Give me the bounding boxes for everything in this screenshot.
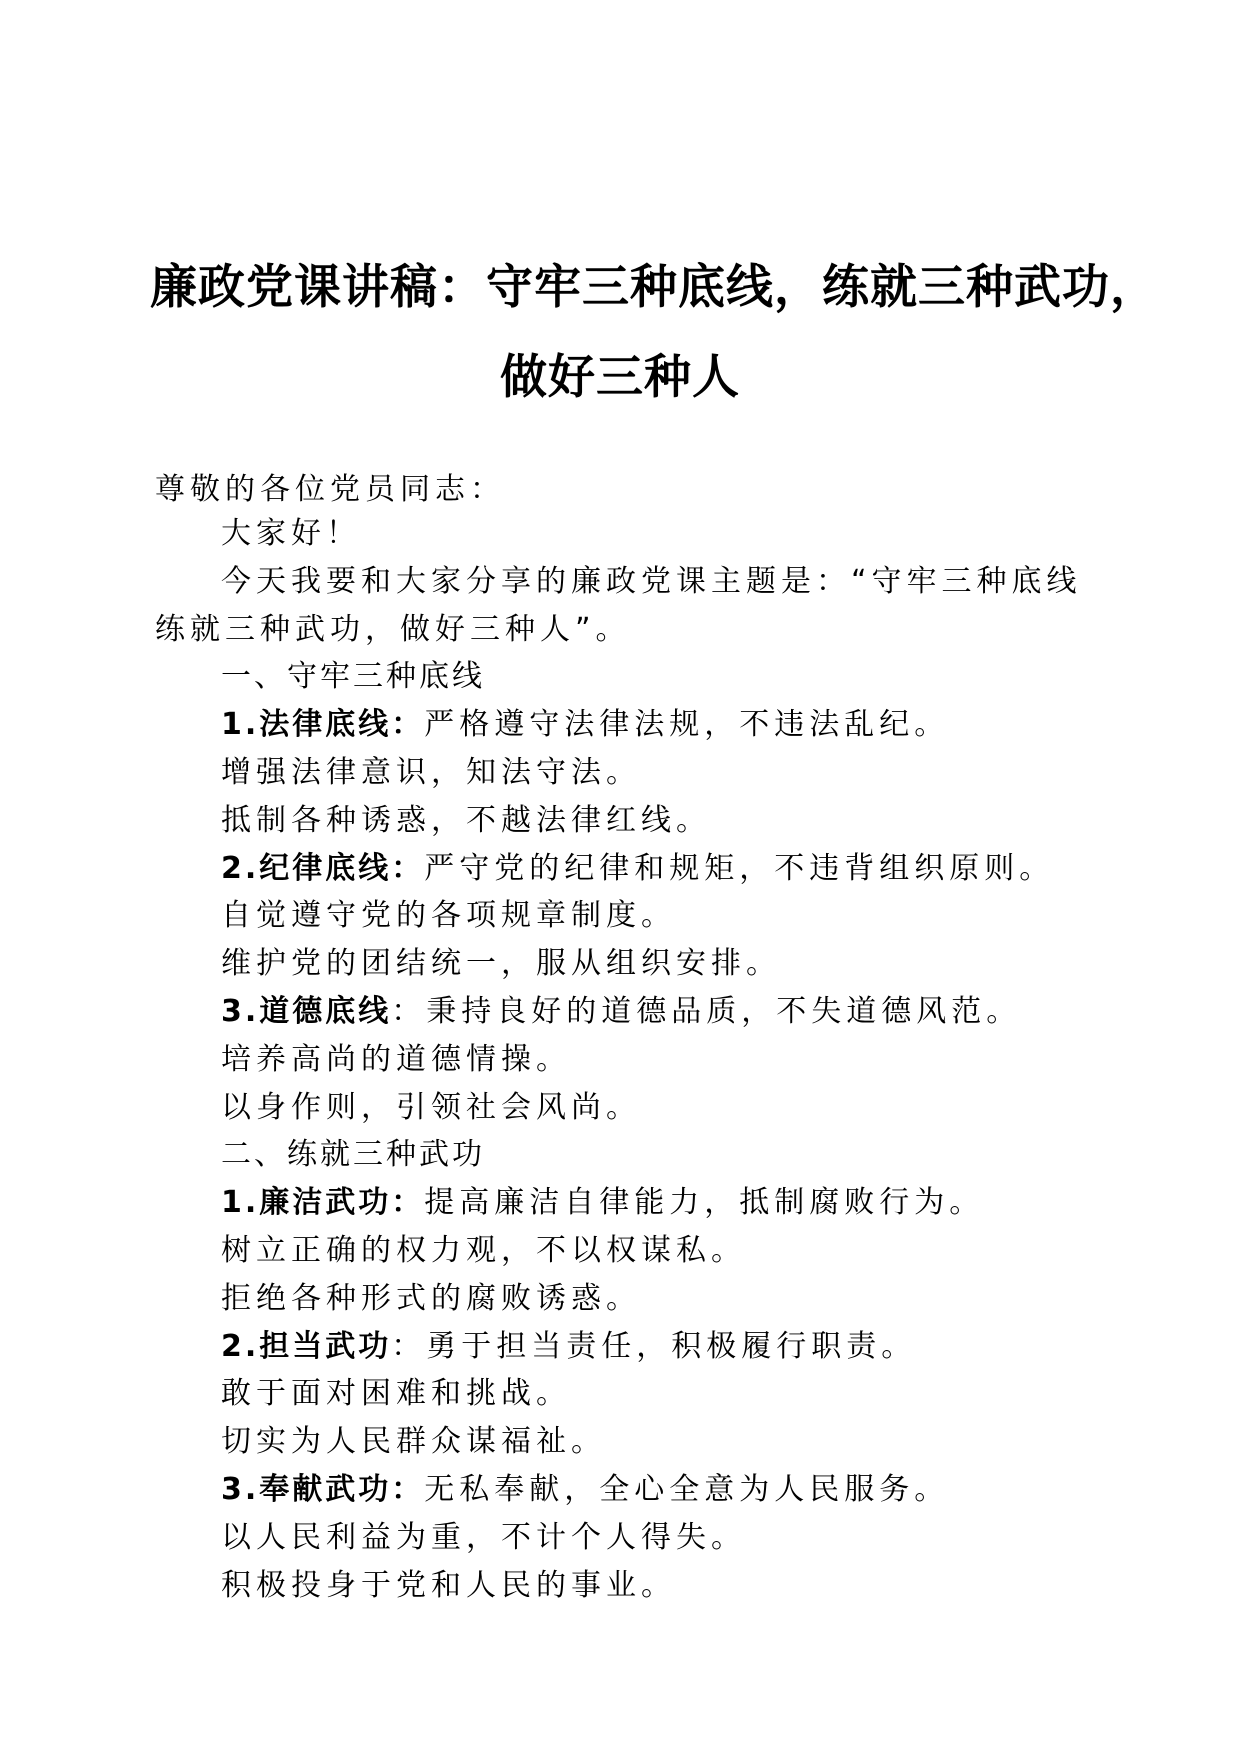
item-sub-line: 以人民利益为重，不计个人得失。 [221, 1519, 746, 1555]
item-sub-line: 增强法律意识，知法守法。 [221, 754, 641, 790]
item-sub-line: 树立正确的权力观，不以权谋私。 [221, 1232, 746, 1268]
item-text: ：秉持良好的道德品质，不失道德风范。 [391, 993, 1022, 1029]
item-sub-line: 培养高尚的道德情操。 [221, 1041, 571, 1077]
item-lead: 3.道德底线 [221, 993, 392, 1029]
item-text: 严格遵守法律法规，不违法乱纪。 [424, 707, 950, 743]
intro-line-2: 练就三种武功，做好三种人”。 [155, 611, 631, 647]
item-sub-line: 以身作则，引领社会风尚。 [221, 1089, 641, 1125]
section-heading-1: 一、守牢三种底线 [221, 659, 485, 695]
item-line [155, 701, 1115, 749]
item-line [155, 1323, 1115, 1371]
document-title-line-1: 廉政党课讲稿：守牢三种底线，练就三种武功， [150, 260, 1158, 315]
item-sub-line: 维护党的团结统一，服从组织安排。 [221, 946, 781, 982]
item-lead: 1.法律底线： [221, 707, 425, 743]
item-sub-line: 抵制各种诱惑，不越法律红线。 [221, 802, 711, 838]
item-text: 无私奉献，全心全意为人民服务。 [424, 1471, 950, 1507]
item-text: 严守党的纪律和规矩，不违背组织原则。 [424, 850, 1055, 886]
item-sub-line: 拒绝各种形式的腐败诱惑。 [221, 1280, 641, 1316]
document-body [155, 470, 1115, 1609]
item-line [155, 1179, 1115, 1227]
item-lead: 2.纪律底线： [221, 850, 425, 886]
item-lead: 2.担当武功 [221, 1328, 392, 1364]
item-lead: 1.廉洁武功： [221, 1185, 425, 1221]
item-text: ：勇于担当责任，积极履行职责。 [391, 1328, 917, 1364]
item-line [155, 845, 1115, 893]
section-heading-2: 二、练就三种武功 [221, 1137, 485, 1173]
item-sub-line: 切实为人民群众谋福祉。 [221, 1424, 606, 1460]
item-line [155, 1466, 1115, 1514]
intro-line-1: 今天我要和大家分享的廉政党课主题是：“守牢三种底线 [221, 563, 1082, 599]
item-sub-line: 自觉遵守党的各项规章制度。 [221, 898, 676, 934]
item-lead: 3.奉献武功： [221, 1471, 425, 1507]
item-sub-line: 敢于面对困难和挑战。 [221, 1376, 571, 1412]
item-text: 提高廉洁自律能力，抵制腐败行为。 [424, 1185, 985, 1221]
item-line [155, 988, 1115, 1036]
salutation: 尊敬的各位党员同志： [155, 472, 505, 507]
document-title-line-2: 做好三种人 [500, 350, 740, 405]
greeting: 大家好！ [221, 516, 361, 551]
item-sub-line: 积极投身于党和人民的事业。 [221, 1567, 676, 1603]
